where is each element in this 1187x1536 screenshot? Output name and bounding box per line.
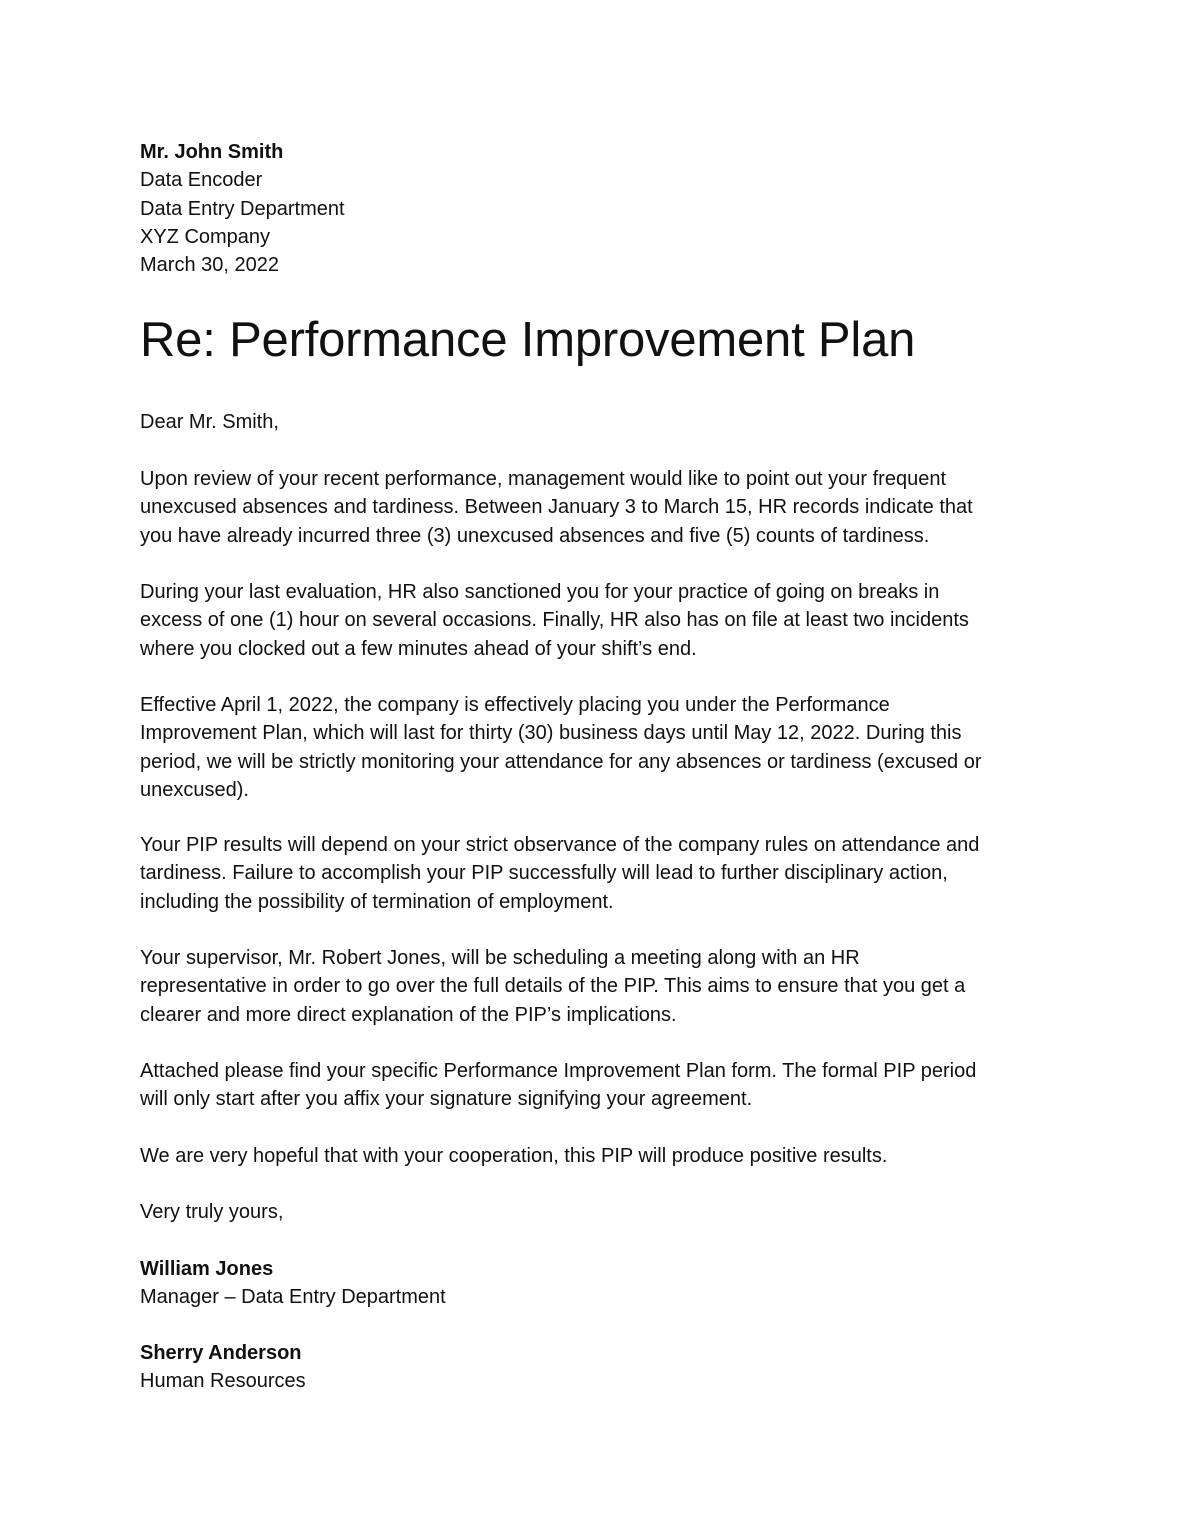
subject-heading: Re: Performance Improvement Plan	[140, 313, 916, 367]
paragraph-line: where you clocked out a few minutes ahead of your shift’s end.	[140, 637, 697, 660]
paragraph-line: Upon review of your recent performance, management would like to point out your frequent	[140, 468, 946, 490]
paragraph-line: Effective April 1, 2022, the company is effectively placing you under the Performance	[140, 694, 890, 716]
paragraph-attached-form	[140, 1057, 1040, 1114]
paragraph-line: unexcused).	[140, 778, 249, 801]
paragraph-absences	[140, 465, 1040, 550]
paragraph-line: representative in order to go over the full details of the PIP. This aims to ensure that you get a	[140, 975, 966, 998]
signatory-title: Manager – Data Entry Department	[140, 1286, 446, 1309]
paragraph-line: period, we will be strictly monitoring your attendance for any absences or tardiness (excused or	[140, 750, 982, 773]
recipient-name: Mr. John Smith	[140, 141, 284, 163]
signatory-block	[140, 1255, 446, 1312]
paragraph-line: Your PIP results will depend on your strict observance of the company rules on attendance and	[140, 834, 980, 856]
signatory-block	[140, 1339, 306, 1396]
paragraph-line: excess of one (1) hour on several occasions. Finally, HR also has on file at least two incidents	[140, 609, 969, 632]
paragraph-line: unexcused absences and tardiness. Between January 3 to March 15, HR records indicate that	[140, 496, 973, 519]
paragraph-pip-effective	[140, 691, 1040, 804]
paragraph-line: During your last evaluation, HR also sanctioned you for your practice of going on breaks in	[140, 581, 940, 603]
recipient-block	[140, 138, 345, 279]
paragraph-line: you have already incurred three (3) unexcused absences and five (5) counts of tardiness.	[140, 524, 930, 547]
closing: Very truly yours,	[140, 1201, 284, 1223]
signatory-title: Human Resources	[140, 1370, 306, 1393]
paragraph-evaluation	[140, 578, 1040, 663]
paragraph-line: Improvement Plan, which will last for thirty (30) business days until May 12, 2022. During this	[140, 722, 962, 745]
recipient-department: Data Entry Department	[140, 197, 345, 220]
letter-date: March 30, 2022	[140, 254, 279, 277]
recipient-position: Data Encoder	[140, 169, 263, 192]
paragraph-hopeful	[140, 1142, 1040, 1170]
paragraph-line: Attached please find your specific Performance Improvement Plan form. The formal PIP period	[140, 1060, 977, 1082]
paragraph-supervisor-meeting	[140, 944, 1040, 1029]
salutation: Dear Mr. Smith,	[140, 411, 279, 433]
paragraph-line: Your supervisor, Mr. Robert Jones, will be scheduling a meeting along with an HR	[140, 947, 860, 969]
signatory-name: William Jones	[140, 1258, 274, 1280]
paragraph-pip-results	[140, 831, 1040, 916]
paragraph-line: will only start after you affix your signature signifying your agreement.	[140, 1088, 753, 1111]
paragraph-line: including the possibility of termination of employment.	[140, 890, 614, 913]
paragraph-line: We are very hopeful that with your cooperation, this PIP will produce positive results.	[140, 1145, 888, 1167]
recipient-company: XYZ Company	[140, 225, 271, 248]
signatory-name: Sherry Anderson	[140, 1342, 302, 1364]
paragraph-line: tardiness. Failure to accomplish your PIP successfully will lead to further disciplinary action,	[140, 862, 948, 885]
paragraph-line: clearer and more direct explanation of the PIP’s implications.	[140, 1003, 677, 1026]
